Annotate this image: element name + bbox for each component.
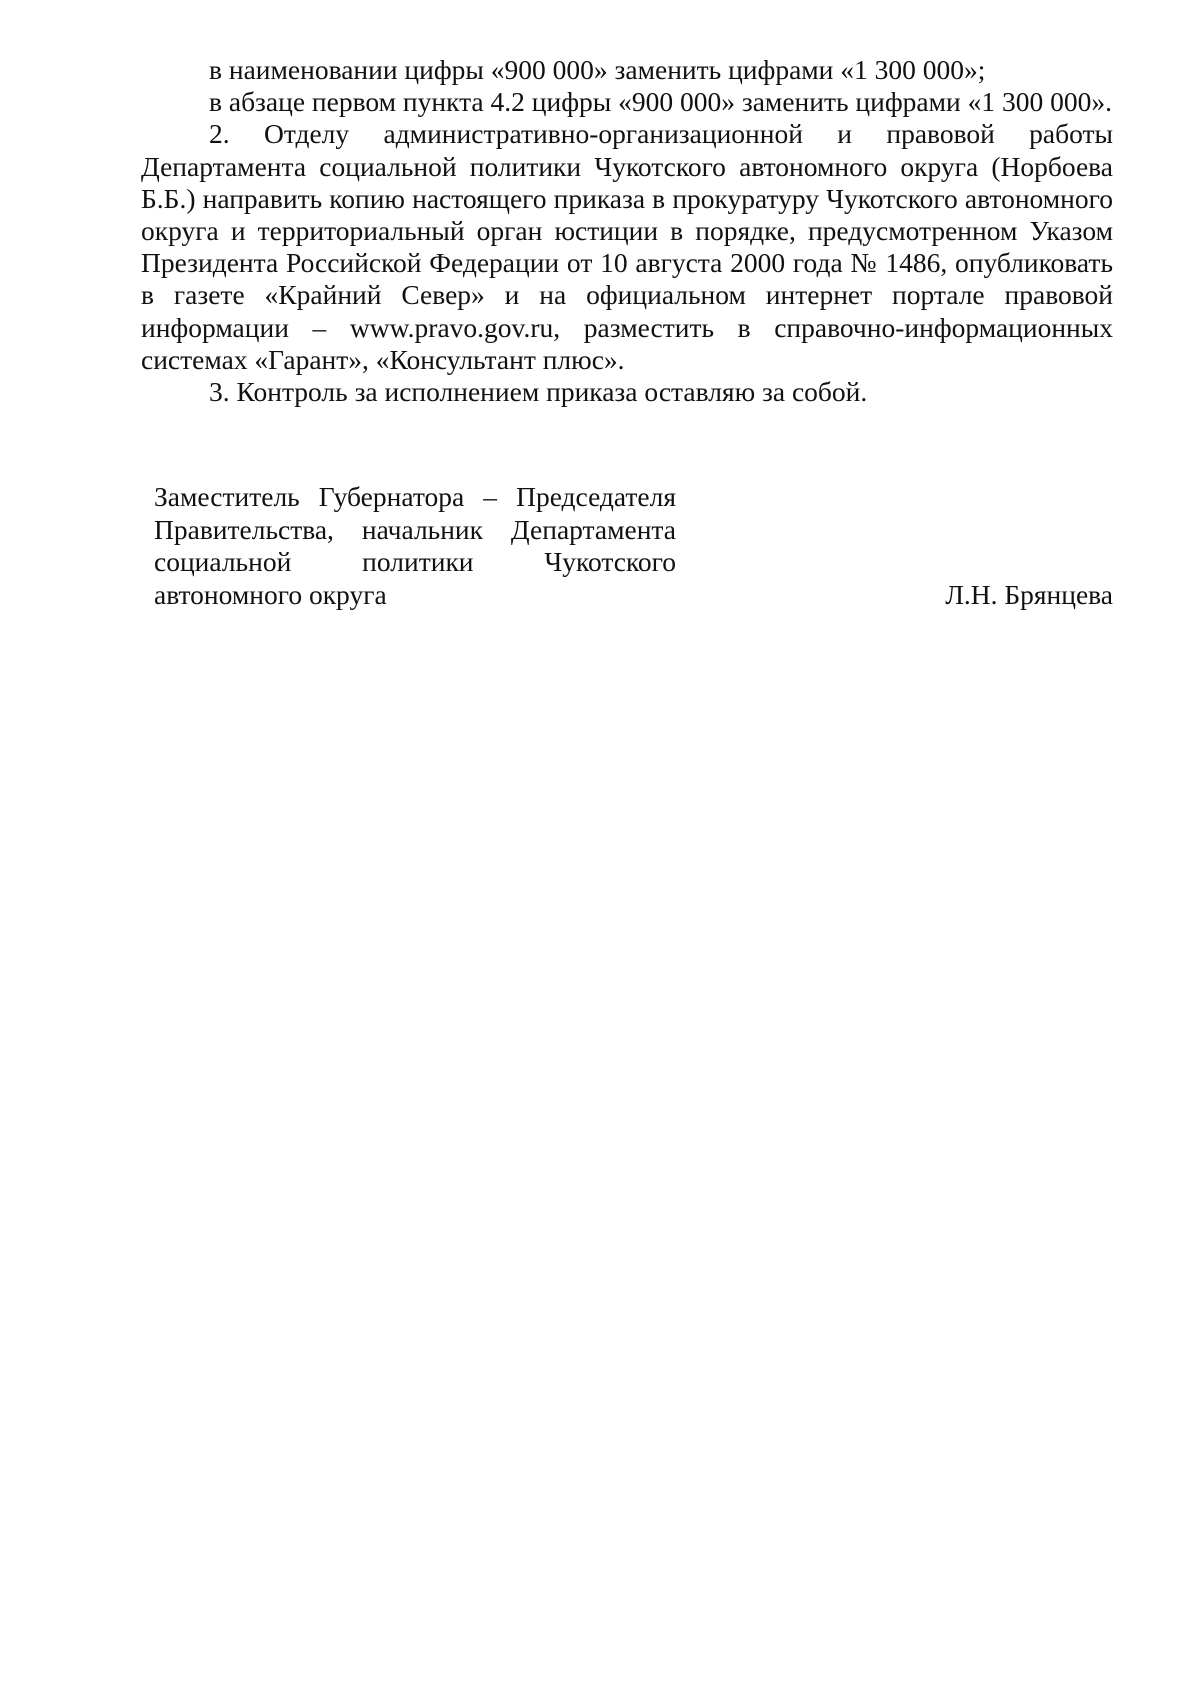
paragraph-item-3: 3. Контроль за исполнением приказа оставляю за собой.: [209, 376, 868, 408]
paragraph-name-replacement: в наименовании цифры «900 000» заменить цифрами «1 300 000»;: [209, 54, 986, 85]
signature-block: [154, 481, 1113, 611]
signatory-name: Л.Н. Брянцева: [945, 578, 1113, 610]
paragraph-item-2: 2. Отделу административно-организационной и правовой работы Департамента социальной политики Чукотского автономного округа (Норбоева Б.Б.) направить копию настоящего приказа в прокуратуру Чукотского автономного округа и территориальный орган юстиции в порядке, предусмотренном Указом Президента Российской Федерации от 10 августа 2000 года № 1486, опубликовать в газете «Крайний Север» и на официальном интернет портале правовой информации – www.pravo.gov.ru, разместить в справочно-информационных системах «Гарант», «Консультант плюс».: [141, 118, 1113, 375]
paragraph-point-4-2-replacement: в абзаце первом пункта 4.2 цифры «900 000» заменить цифрами «1 300 000».: [209, 86, 1112, 118]
signatory-position: Заместитель Губернатора – Председателя Правительства, начальник Департамента социальной политики Чукотского автономного округа: [154, 481, 676, 610]
document-body: [141, 54, 1113, 408]
